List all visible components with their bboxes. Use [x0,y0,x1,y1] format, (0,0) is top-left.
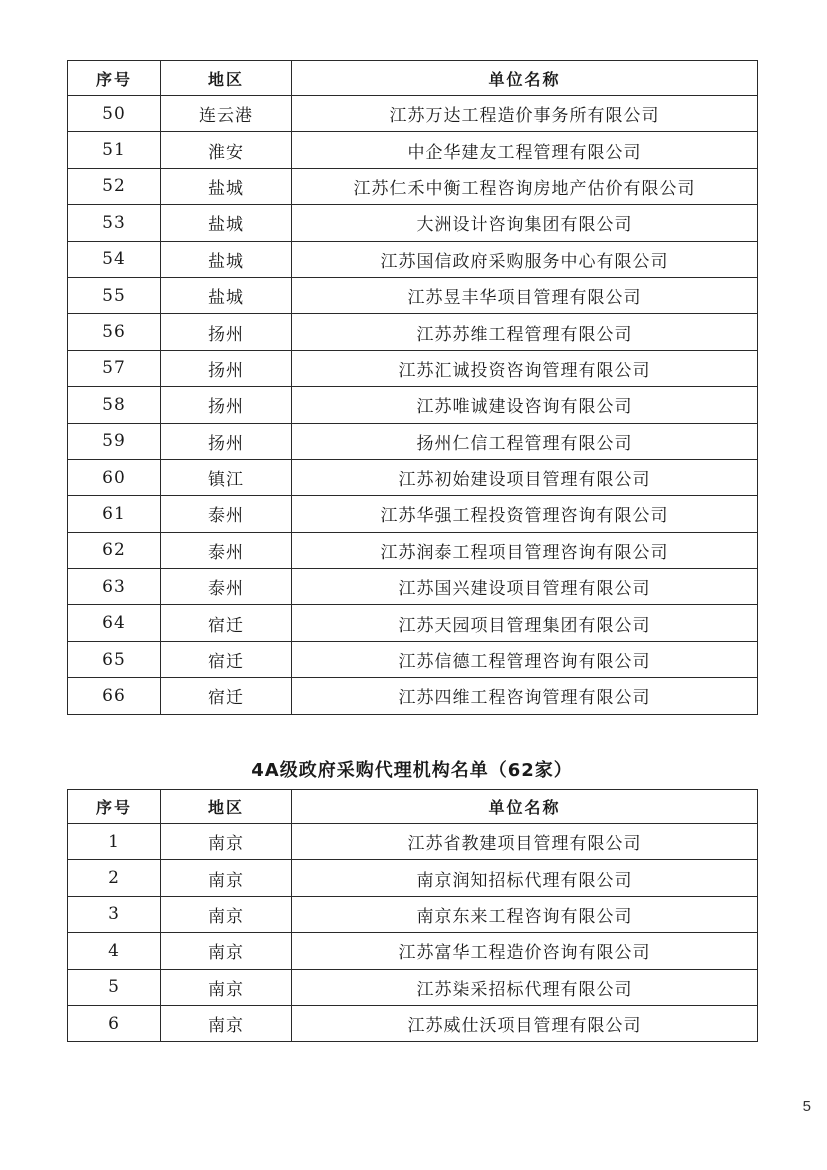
row-region: 扬州 [161,350,292,386]
row-index: 50 [68,96,161,132]
table-row [68,277,758,313]
table-row [68,641,758,677]
row-index: 61 [68,496,161,532]
table-row [68,205,758,241]
row-region: 南京 [161,1005,292,1041]
agency-table-continued [67,60,758,715]
row-index: 5 [68,969,161,1005]
row-company-name: 江苏天园项目管理集团有限公司 [292,605,758,641]
header-region: 地区 [161,790,292,824]
row-region: 盐城 [161,205,292,241]
row-region: 泰州 [161,496,292,532]
table-row [68,1005,758,1041]
row-region: 南京 [161,824,292,860]
row-region: 淮安 [161,132,292,168]
table-row [68,314,758,350]
row-company-name: 江苏初始建设项目管理有限公司 [292,459,758,495]
row-index: 62 [68,532,161,568]
row-company-name: 江苏苏维工程管理有限公司 [292,314,758,350]
row-region: 南京 [161,896,292,932]
row-region: 宿迁 [161,605,292,641]
row-index: 2 [68,860,161,896]
row-index: 3 [68,896,161,932]
row-region: 南京 [161,969,292,1005]
row-company-name: 江苏柒采招标代理有限公司 [292,969,758,1005]
header-index: 序号 [68,790,161,824]
page-number: 5 [802,1098,811,1115]
row-company-name: 江苏四维工程咨询管理有限公司 [292,678,758,714]
row-index: 52 [68,168,161,204]
table-row [68,678,758,714]
table-row [68,387,758,423]
table-row [68,459,758,495]
row-region: 镇江 [161,459,292,495]
row-index: 65 [68,641,161,677]
row-index: 60 [68,459,161,495]
table-row [68,569,758,605]
row-region: 连云港 [161,96,292,132]
row-company-name: 江苏国兴建设项目管理有限公司 [292,569,758,605]
row-index: 51 [68,132,161,168]
row-company-name: 江苏润泰工程项目管理咨询有限公司 [292,532,758,568]
row-company-name: 江苏省教建项目管理有限公司 [292,824,758,860]
table-header-row [68,790,758,824]
row-region: 盐城 [161,241,292,277]
header-company-name: 单位名称 [292,790,758,824]
row-index: 54 [68,241,161,277]
row-index: 59 [68,423,161,459]
row-company-name: 江苏威仕沃项目管理有限公司 [292,1005,758,1041]
row-company-name: 中企华建友工程管理有限公司 [292,132,758,168]
row-company-name: 南京润知招标代理有限公司 [292,860,758,896]
row-index: 57 [68,350,161,386]
table-row [68,824,758,860]
row-region: 泰州 [161,569,292,605]
row-company-name: 南京东来工程咨询有限公司 [292,896,758,932]
table-row [68,96,758,132]
row-index: 66 [68,678,161,714]
row-index: 55 [68,277,161,313]
table-row [68,241,758,277]
row-region: 南京 [161,933,292,969]
table-row [68,605,758,641]
table-row [68,532,758,568]
row-region: 宿迁 [161,678,292,714]
row-index: 4 [68,933,161,969]
section-title-4a-agencies: 4A级政府采购代理机构名单（62家） [251,760,573,781]
header-company-name: 单位名称 [292,61,758,96]
agency-table-4a [67,789,758,1042]
row-company-name: 江苏仁禾中衡工程咨询房地产估价有限公司 [292,168,758,204]
row-region: 南京 [161,860,292,896]
row-company-name: 扬州仁信工程管理有限公司 [292,423,758,459]
row-region: 扬州 [161,314,292,350]
row-company-name: 江苏华强工程投资管理咨询有限公司 [292,496,758,532]
row-region: 盐城 [161,277,292,313]
row-company-name: 江苏国信政府采购服务中心有限公司 [292,241,758,277]
row-index: 58 [68,387,161,423]
row-company-name: 江苏唯诚建设咨询有限公司 [292,387,758,423]
row-index: 56 [68,314,161,350]
row-company-name: 江苏昱丰华项目管理有限公司 [292,277,758,313]
row-company-name: 江苏万达工程造价事务所有限公司 [292,96,758,132]
table-row [68,132,758,168]
row-company-name: 大洲设计咨询集团有限公司 [292,205,758,241]
header-region: 地区 [161,61,292,96]
table-row [68,350,758,386]
row-index: 1 [68,824,161,860]
row-company-name: 江苏富华工程造价咨询有限公司 [292,933,758,969]
row-region: 盐城 [161,168,292,204]
table-row [68,423,758,459]
row-index: 53 [68,205,161,241]
row-region: 泰州 [161,532,292,568]
table-row [68,969,758,1005]
row-region: 扬州 [161,423,292,459]
row-index: 6 [68,1005,161,1041]
table-row [68,496,758,532]
table-header-row [68,61,758,96]
table-row [68,860,758,896]
header-index: 序号 [68,61,161,96]
row-region: 宿迁 [161,641,292,677]
row-index: 64 [68,605,161,641]
table-row [68,933,758,969]
row-index: 63 [68,569,161,605]
row-company-name: 江苏信德工程管理咨询有限公司 [292,641,758,677]
table-row [68,896,758,932]
row-region: 扬州 [161,387,292,423]
row-company-name: 江苏汇诚投资咨询管理有限公司 [292,350,758,386]
table-row [68,168,758,204]
